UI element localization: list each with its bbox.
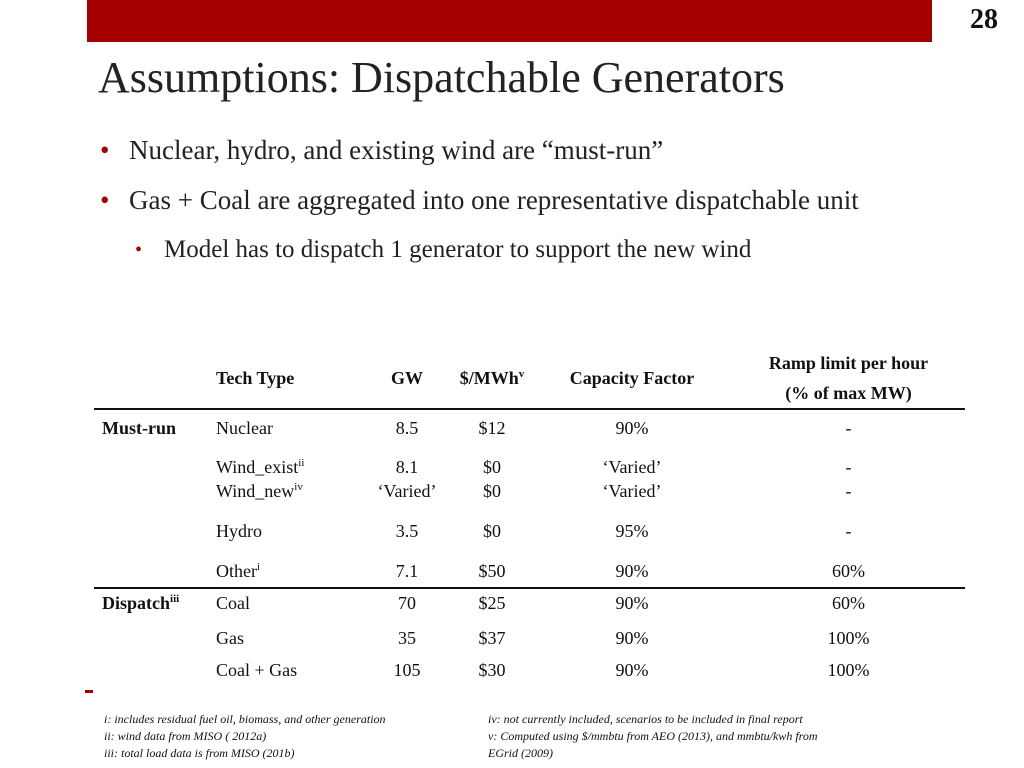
cell-price: $50 <box>478 561 506 581</box>
group-dispatch-label: Dispatch <box>102 593 171 613</box>
cell-capacity-factor: 90% <box>615 593 649 613</box>
cell-ramp: 100% <box>827 628 870 648</box>
header-tech-type: Tech Type <box>216 367 295 388</box>
cell-ramp: 100% <box>827 660 870 680</box>
sub-bullet-text: Model has to dispatch 1 generator to support the new wind <box>164 236 752 263</box>
cell-gw: 105 <box>393 660 421 680</box>
cell-tech-footnote: i <box>256 561 261 573</box>
footnotes-right <box>488 711 908 762</box>
cell-tech-footnote: iv <box>294 481 303 493</box>
bullet-dot-icon: • <box>100 135 110 165</box>
table-row <box>94 409 965 449</box>
bullet-item <box>100 130 940 170</box>
cell-capacity-factor: 90% <box>615 660 649 680</box>
cell-capacity-factor: ‘Varied’ <box>602 481 662 501</box>
cell-gw: 7.1 <box>395 561 419 581</box>
cell-tech: Nuclear <box>216 418 273 438</box>
cell-tech: Hydro <box>216 521 262 541</box>
cell-price: $0 <box>483 457 501 477</box>
table-row <box>94 628 965 660</box>
header-price-footnote: v <box>518 367 525 380</box>
cell-tech-label: Wind_new <box>216 481 295 501</box>
header-group <box>94 348 212 409</box>
group-label-dispatch <box>94 588 212 628</box>
cell-price: $12 <box>478 418 506 438</box>
cell-ramp: 60% <box>832 593 865 613</box>
footnote: v: Computed using $/mmbtu from AEO (2013), and mmbtu/kwh from <box>488 729 818 743</box>
cell-capacity-factor: ‘Varied’ <box>602 457 662 477</box>
table-row <box>94 481 965 521</box>
cell-price: $25 <box>478 593 506 613</box>
header-price-label: $/MWh <box>459 367 519 388</box>
footnote: iv: not currently included, scenarios to be included in final report <box>488 712 803 726</box>
cell-gw: 8.5 <box>395 418 419 438</box>
footnote: iii: total load data is from MISO (201b) <box>104 746 295 760</box>
bullet-text: Gas + Coal are aggregated into one representative dispatchable unit <box>129 185 859 215</box>
cell-price: $0 <box>483 521 501 541</box>
cell-ramp: - <box>845 418 852 438</box>
table-row <box>94 521 965 561</box>
table-row <box>94 588 965 628</box>
bullet-dot-icon: • <box>100 185 110 215</box>
footnote: ii: wind data from MISO ( 2012a) <box>104 729 267 743</box>
cell-capacity-factor: 90% <box>615 418 649 438</box>
header-bar <box>87 0 932 42</box>
cell-tech: Gas <box>216 628 244 648</box>
cell-gw: 35 <box>398 628 416 648</box>
cell-gw: 3.5 <box>395 521 419 541</box>
group-empty <box>94 449 212 481</box>
cell-capacity-factor: 95% <box>615 521 649 541</box>
cell-ramp: - <box>845 521 852 541</box>
group-empty <box>94 521 212 561</box>
bullet-text: Nuclear, hydro, and existing wind are “must-run” <box>129 135 664 165</box>
cell-ramp: - <box>845 481 852 501</box>
slide-number: 28 <box>970 4 998 35</box>
cell-capacity-factor: 90% <box>615 628 649 648</box>
group-dispatch-footnote: iii <box>170 593 180 605</box>
group-empty <box>94 628 212 660</box>
cell-tech <box>212 561 362 588</box>
group-empty <box>94 660 212 690</box>
cell-tech-label: Wind_exist <box>216 457 299 477</box>
table-header-row <box>94 348 965 409</box>
cell-tech: Coal + Gas <box>216 660 298 680</box>
cell-ramp: - <box>845 457 852 477</box>
sub-bullet-item <box>135 230 940 270</box>
header-gw: GW <box>390 367 423 388</box>
accent-marker <box>85 690 93 693</box>
header-price <box>452 348 532 409</box>
cell-tech-label: Other <box>216 561 257 581</box>
bullet-dot-icon: • <box>135 239 143 261</box>
cell-gw: ‘Varied’ <box>377 481 437 501</box>
footnotes-left <box>104 711 474 762</box>
cell-tech <box>212 481 362 521</box>
cell-price: $0 <box>483 481 501 501</box>
cell-capacity-factor: 90% <box>615 561 649 581</box>
cell-tech <box>212 449 362 481</box>
header-capacity-factor: Capacity Factor <box>569 367 695 388</box>
generator-table <box>94 348 965 690</box>
cell-tech-footnote: ii <box>298 457 305 469</box>
cell-price: $30 <box>478 660 506 680</box>
group-empty <box>94 481 212 521</box>
header-ramp-limit <box>732 348 965 409</box>
header-ramp-line1: Ramp limit per hour <box>768 353 929 373</box>
table-row <box>94 561 965 588</box>
cell-gw: 70 <box>398 593 416 613</box>
cell-tech: Coal <box>216 593 250 613</box>
group-label-must-run: Must-run <box>102 418 177 438</box>
footnote: EGrid (2009) <box>488 746 553 760</box>
bullet-list <box>100 130 940 270</box>
bullet-item <box>100 180 940 220</box>
cell-price: $37 <box>478 628 506 648</box>
slide-title: Assumptions: Dispatchable Generators <box>98 53 785 102</box>
cell-gw: 8.1 <box>395 457 419 477</box>
group-empty <box>94 561 212 588</box>
footnote: i: includes residual fuel oil, biomass, and other generation <box>104 712 386 726</box>
table-row <box>94 449 965 481</box>
header-ramp-line2: (% of max MW) <box>785 383 912 403</box>
table-row <box>94 660 965 690</box>
cell-ramp: 60% <box>832 561 865 581</box>
